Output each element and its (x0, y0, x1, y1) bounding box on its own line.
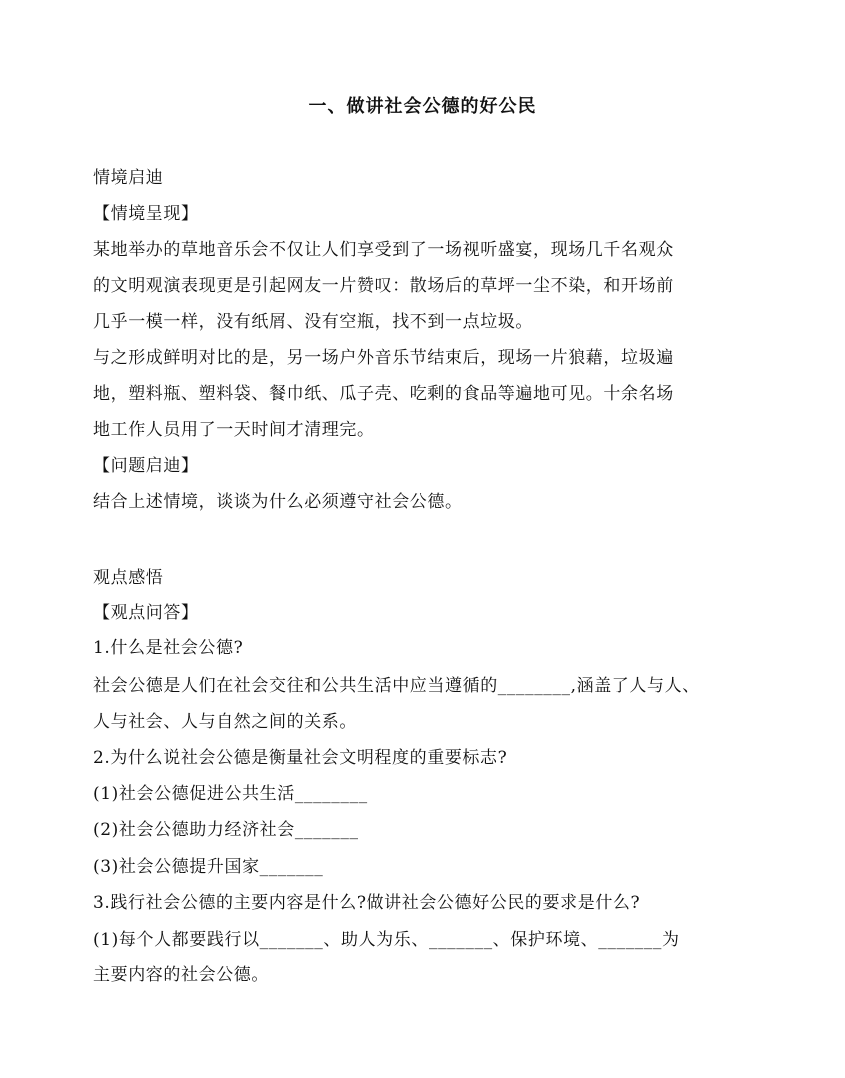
question-text: 结合上述情境，谈谈为什么必须遵守社会公德。 (93, 492, 463, 512)
paragraph-line: 某地举办的草地音乐会不仅让人们享受到了一场视听盛宴，现场几千名观众 (93, 240, 674, 260)
question-2: 2.为什么说社会公德是衡量社会文明程度的重要标志? (93, 748, 508, 768)
answer-line: 主要内容的社会公德。 (93, 965, 269, 985)
answer-item: (1)社会公德促进公共生活________ (93, 784, 368, 804)
paragraph-line: 的文明观演表现更是引起网友一片赞叹：散场后的草坪一尘不染，和开场前 (93, 276, 674, 296)
paragraph-line: 地工作人员用了一天时间才清理完。 (93, 420, 375, 440)
paragraph-line: 与之形成鲜明对比的是，另一场户外音乐节结束后，现场一片狼藉，垃圾遍 (93, 348, 674, 368)
question-1: 1.什么是社会公德? (93, 638, 244, 658)
document-title: 一、做讲社会公德的好公民 (308, 96, 537, 117)
answer-line: 人与社会、人与自然之间的关系。 (93, 712, 357, 732)
section-heading-viewpoint: 观点感悟 (93, 568, 164, 588)
paragraph-line: 几乎一模一样，没有纸屑、没有空瓶，找不到一点垃圾。 (93, 312, 533, 332)
answer-line: (1)每个人都要践行以_______、助人为乐、_______、保护环境、_______为 (93, 930, 680, 950)
label-situation-presentation: 【情境呈现】 (93, 204, 199, 224)
answer-line: 社会公德是人们在社会交往和公共生活中应当遵循的________,涵盖了人与人、 (93, 676, 700, 696)
paragraph-line: 地，塑料瓶、塑料袋、餐巾纸、瓜子壳、吃剩的食品等遍地可见。十余名场 (93, 384, 674, 404)
question-3: 3.践行社会公德的主要内容是什么?做讲社会公德好公民的要求是什么? (93, 893, 641, 913)
answer-item: (2)社会公德助力经济社会_______ (93, 820, 359, 840)
answer-item: (3)社会公德提升国家_______ (93, 857, 324, 877)
label-question-inspiration: 【问题启迪】 (93, 456, 199, 476)
section-heading-situation: 情境启迪 (93, 168, 164, 188)
label-viewpoint-qa: 【观点问答】 (93, 603, 199, 623)
